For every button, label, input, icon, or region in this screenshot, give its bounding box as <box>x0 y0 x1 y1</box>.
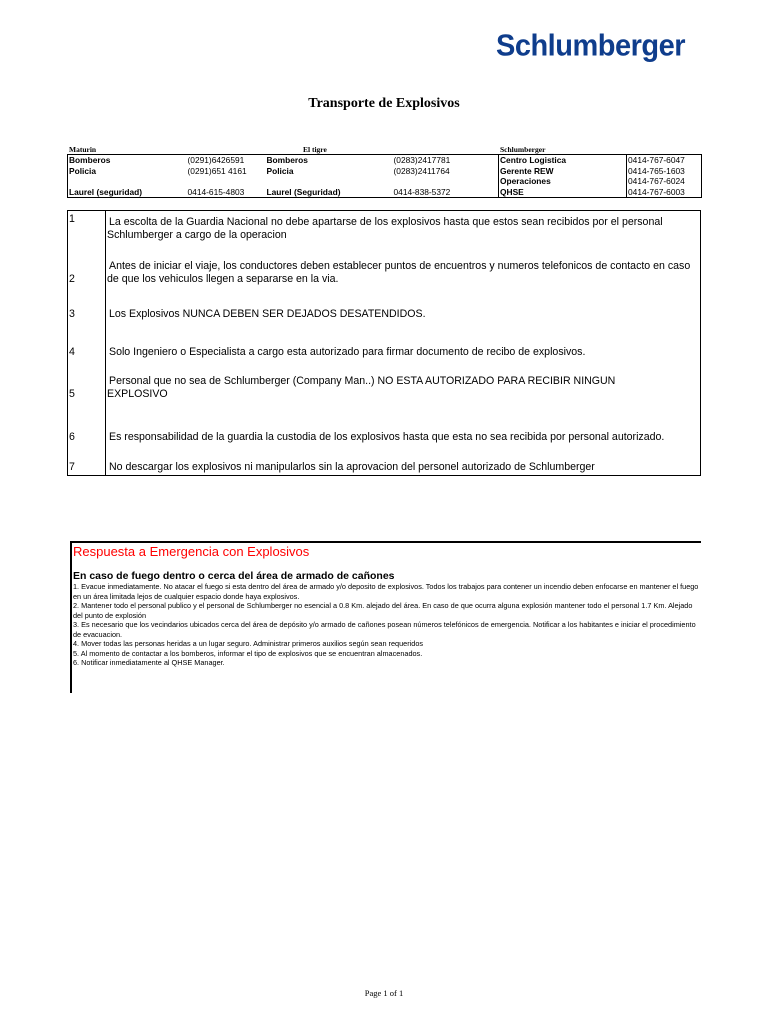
contact-name <box>68 176 187 187</box>
contact-phone: 0414-767-6047 <box>627 155 702 166</box>
column-divider <box>105 211 106 475</box>
contacts-table <box>67 154 702 198</box>
rule-number: 4 <box>69 346 75 358</box>
list-item: 3. Es necesario que los vecindarios ubicados cerca del área de depósito y/o armado de cañones posean números telefónicos de emergencia. Notificar a los habitantes e iniciar el procedimiento de evacuacion. <box>73 620 696 639</box>
emergency-instructions <box>73 582 699 668</box>
rule-number: 7 <box>69 461 75 473</box>
list-item: 5. Al momento de contactar a los bomberos, informar el tipo de explosivos que se encuentran almacenados. <box>73 648 423 658</box>
contact-name <box>266 176 393 187</box>
contact-name: Operaciones <box>499 176 627 187</box>
list-item: 2. Mantener todo el personal publico y el personal de Schlumberger no esencial a 0.8 Km. alejado del área. En caso de que ocurra alguna explosión mantener todo el personal 1.7 Km. Alejado del punto de explosión <box>73 601 693 620</box>
rule-text: Es responsabilidad de la guardia la custodia de los explosivos hasta que esta no sea recibida por personal autorizado. <box>109 431 665 443</box>
page-title: Transporte de Explosivos <box>308 96 460 111</box>
table-row <box>68 187 702 198</box>
rule-text: La escolta de la Guardia Nacional no debe apartarse de los explosivos hasta que estos sean recibidos por el personal Schlumberger a cargo de la operacion <box>107 216 663 241</box>
contact-name: Gerente REW <box>499 166 627 177</box>
contact-name: Centro Logistica <box>499 155 627 166</box>
contact-phone <box>187 176 266 187</box>
rule-number: 1 <box>69 213 75 225</box>
contact-phone: 0414-838-5372 <box>393 186 451 197</box>
group-header-schlumberger: Schlumberger <box>500 145 546 154</box>
contact-phone: 0414-615-4803 <box>187 186 245 197</box>
emergency-title: Respuesta a Emergencia con Explosivos <box>73 544 310 559</box>
rule-number: 2 <box>69 273 75 285</box>
rule-number: 3 <box>69 308 75 320</box>
contact-phone: (0283)2417781 <box>393 155 451 165</box>
rule-number: 5 <box>69 388 75 400</box>
group-header-maturin: Maturin <box>69 145 97 154</box>
contact-phone: (0283)2411764 <box>393 165 450 176</box>
contact-phone: 0414-767-6024 <box>627 176 702 187</box>
rule-text: Solo Ingeniero o Especialista a cargo esta autorizado para firmar documento de recibo de explosivos. <box>109 346 586 358</box>
table-row <box>68 166 702 177</box>
contact-phone <box>393 176 499 187</box>
contact-name: QHSE <box>499 187 627 198</box>
contact-phone: (0291)6426591 <box>187 155 245 165</box>
contact-phone: (0291)651 4161 <box>187 165 247 176</box>
contact-phone: 0414-767-6003 <box>627 187 702 198</box>
rule-text: Antes de iniciar el viaje, los conductores deben establecer puntos de encuentros y numeros telefonicos de contacto en caso de que los vehiculos llegen a separarse en la via. <box>107 260 691 285</box>
contact-name: Policia <box>69 165 96 176</box>
emergency-top-border <box>71 541 701 543</box>
rule-text: Los Explosivos NUNCA DEBEN SER DEJADOS DESATENDIDOS. <box>109 308 426 320</box>
contact-name: Laurel (Seguridad) <box>266 186 341 197</box>
list-item: 6. Notificar inmediatamente al QHSE Manager. <box>73 658 225 667</box>
group-header-el-tigre: El tigre <box>303 145 327 154</box>
emergency-left-border <box>70 541 72 693</box>
page-number: Page 1 of 1 <box>364 988 404 998</box>
transport-rules-box <box>67 210 701 476</box>
contact-name: Policia <box>266 165 294 176</box>
rule-number: 6 <box>69 431 75 443</box>
list-item: 4. Mover todas las personas heridas a un lugar seguro. Administrar primeros auxilios según sean requeridos <box>73 639 424 648</box>
contact-name: Bomberos <box>266 155 308 165</box>
contact-name: Bomberos <box>69 155 111 165</box>
contact-name: Laurel (seguridad) <box>69 186 143 197</box>
contact-phone: 0414-765-1603 <box>627 166 702 177</box>
schlumberger-logo: Schlumberger <box>496 29 685 63</box>
table-row <box>68 155 702 166</box>
rule-text: Personal que no sea de Schlumberger (Company Man..) NO ESTA AUTORIZADO PARA RECIBIR NINGUN EXPLOSIVO <box>107 375 616 400</box>
rule-text: No descargar los explosivos ni manipularlos sin la aprovacion del personel autorizado de Schlumberger <box>109 461 595 473</box>
list-item: 1. Evacue inmediatamente. No atacar el fuego si esta dentro del área de armado y/o deposito de explosivos. Todos los trabajos para contener un incendio deben enfocarse en mantener el fuego en un área limitada lejos de cualquier espacio donde haya explosivos. <box>73 582 699 601</box>
emergency-subtitle: En caso de fuego dentro o cerca del área de armado de cañones <box>73 570 395 582</box>
table-row <box>68 176 702 187</box>
